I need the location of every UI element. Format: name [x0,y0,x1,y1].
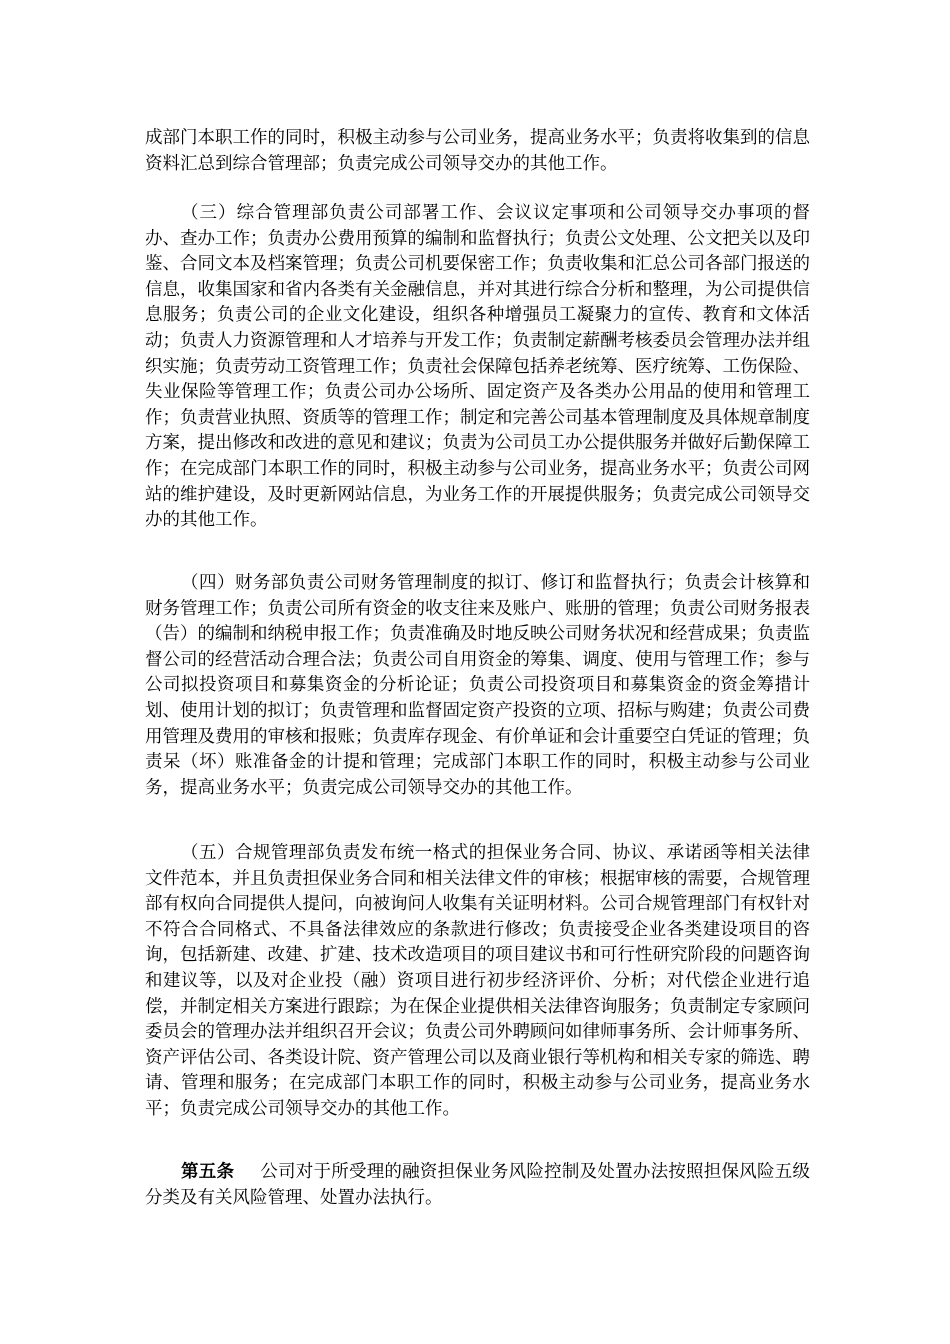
paragraph-section-4: （四）财务部负责公司财务管理制度的拟订、修订和监督执行；负责会计核算和财务管理工作；负责公司所有资金的收支往来及账户、账册的管理；负责公司财务报表（告）的编制和纳税申报工作；负责准确及时地反映公司财务状况和经营成果；负责监督公司的经营活动合理合法；负责公司自用资金的筹集、调度、使用与管理工作；参与公司拟投资项目和募集资金的分析论证；负责公司投资项目和募集资金的资金筹措计划、使用计划的拟订；负责管理和监督固定资产投资的立项、招标与购建；负责公司费用管理及费用的审核和报账；负责库存现金、有价单证和会计重要空白凭证的管理；负责呆（坏）账准备金的计提和管理；完成部门本职工作的同时，积极主动参与公司业务，提高业务水平；负责完成公司领导交办的其他工作。 [145,573,810,798]
article-label: 第五条 [181,1162,235,1182]
paragraph-continuation: 成部门本职工作的同时，积极主动参与公司业务，提高业务水平；负责将收集到的信息资料汇总到综合管理部；负责完成公司领导交办的其他工作。 [145,128,810,174]
paragraph-section-5: （五）合规管理部负责发布统一格式的担保业务合同、协议、承诺函等相关法律文件范本，并且负责担保业务合同和相关法律文件的审核；根据审核的需要，合规管理部有权向合同提供人提问，向被询问人收集有关证明材料。公司合规管理部门有权针对不符合合同格式、不具备法律效应的条款进行修改；负责接受企业各类建设项目的咨询，包括新建、改建、扩建、技术改造项目的项目建议书和可行性研究阶段的问题咨询和建议等，以及对企业投（融）资项目进行初步经济评价、分析；对代偿企业进行追偿，并制定相关方案进行跟踪；为在保企业提供相关法律咨询服务；负责制定专家顾问委员会的管理办法并组织召开会议；负责公司外聘顾问如律师事务所、会计师事务所、资产评估公司、各类设计院、资产管理公司以及商业银行等机构和相关专家的筛选、聘请、管理和服务；在完成部门本职工作的同时，积极主动参与公司业务，提高业务水平；负责完成公司领导交办的其他工作。 [145,843,810,1119]
article-5 [145,1160,810,1211]
article-text: 公司对于所受理的融资担保业务风险控制及处置办法按照担保风险五级分类及有关风险管理、处置办法执行。 [145,1162,811,1208]
paragraph-section-3: （三）综合管理部负责公司部署工作、会议议定事项和公司领导交办事项的督办、查办工作；负责办公费用预算的编制和监督执行；负责公文处理、公文把关以及印鉴、合同文本及档案管理；负责公司机要保密工作；负责收集和汇总公司各部门报送的信息，收集国家和省内各类有关金融信息，并对其进行综合分析和整理，为公司提供信息服务；负责公司的企业文化建设，组织各种增强员工凝聚力的宣传、教育和文体活动；负责人力资源管理和人才培养与开发工作；负责制定薪酬考核委员会管理办法并组织实施；负责劳动工资管理工作；负责社会保障包括养老统筹、医疗统筹、工伤保险、失业保险等管理工作；负责公司办公场所、固定资产及各类办公用品的使用和管理工作；负责营业执照、资质等的管理工作；制定和完善公司基本管理制度及具体规章制度方案，提出修改和改进的意见和建议；负责为公司员工办公提供服务并做好后勤保障工作；在完成部门本职工作的同时，积极主动参与公司业务，提高业务水平；负责公司网站的维护建设，及时更新网站信息，为业务工作的开展提供服务；负责完成公司领导交办的其他工作。 [145,203,810,531]
